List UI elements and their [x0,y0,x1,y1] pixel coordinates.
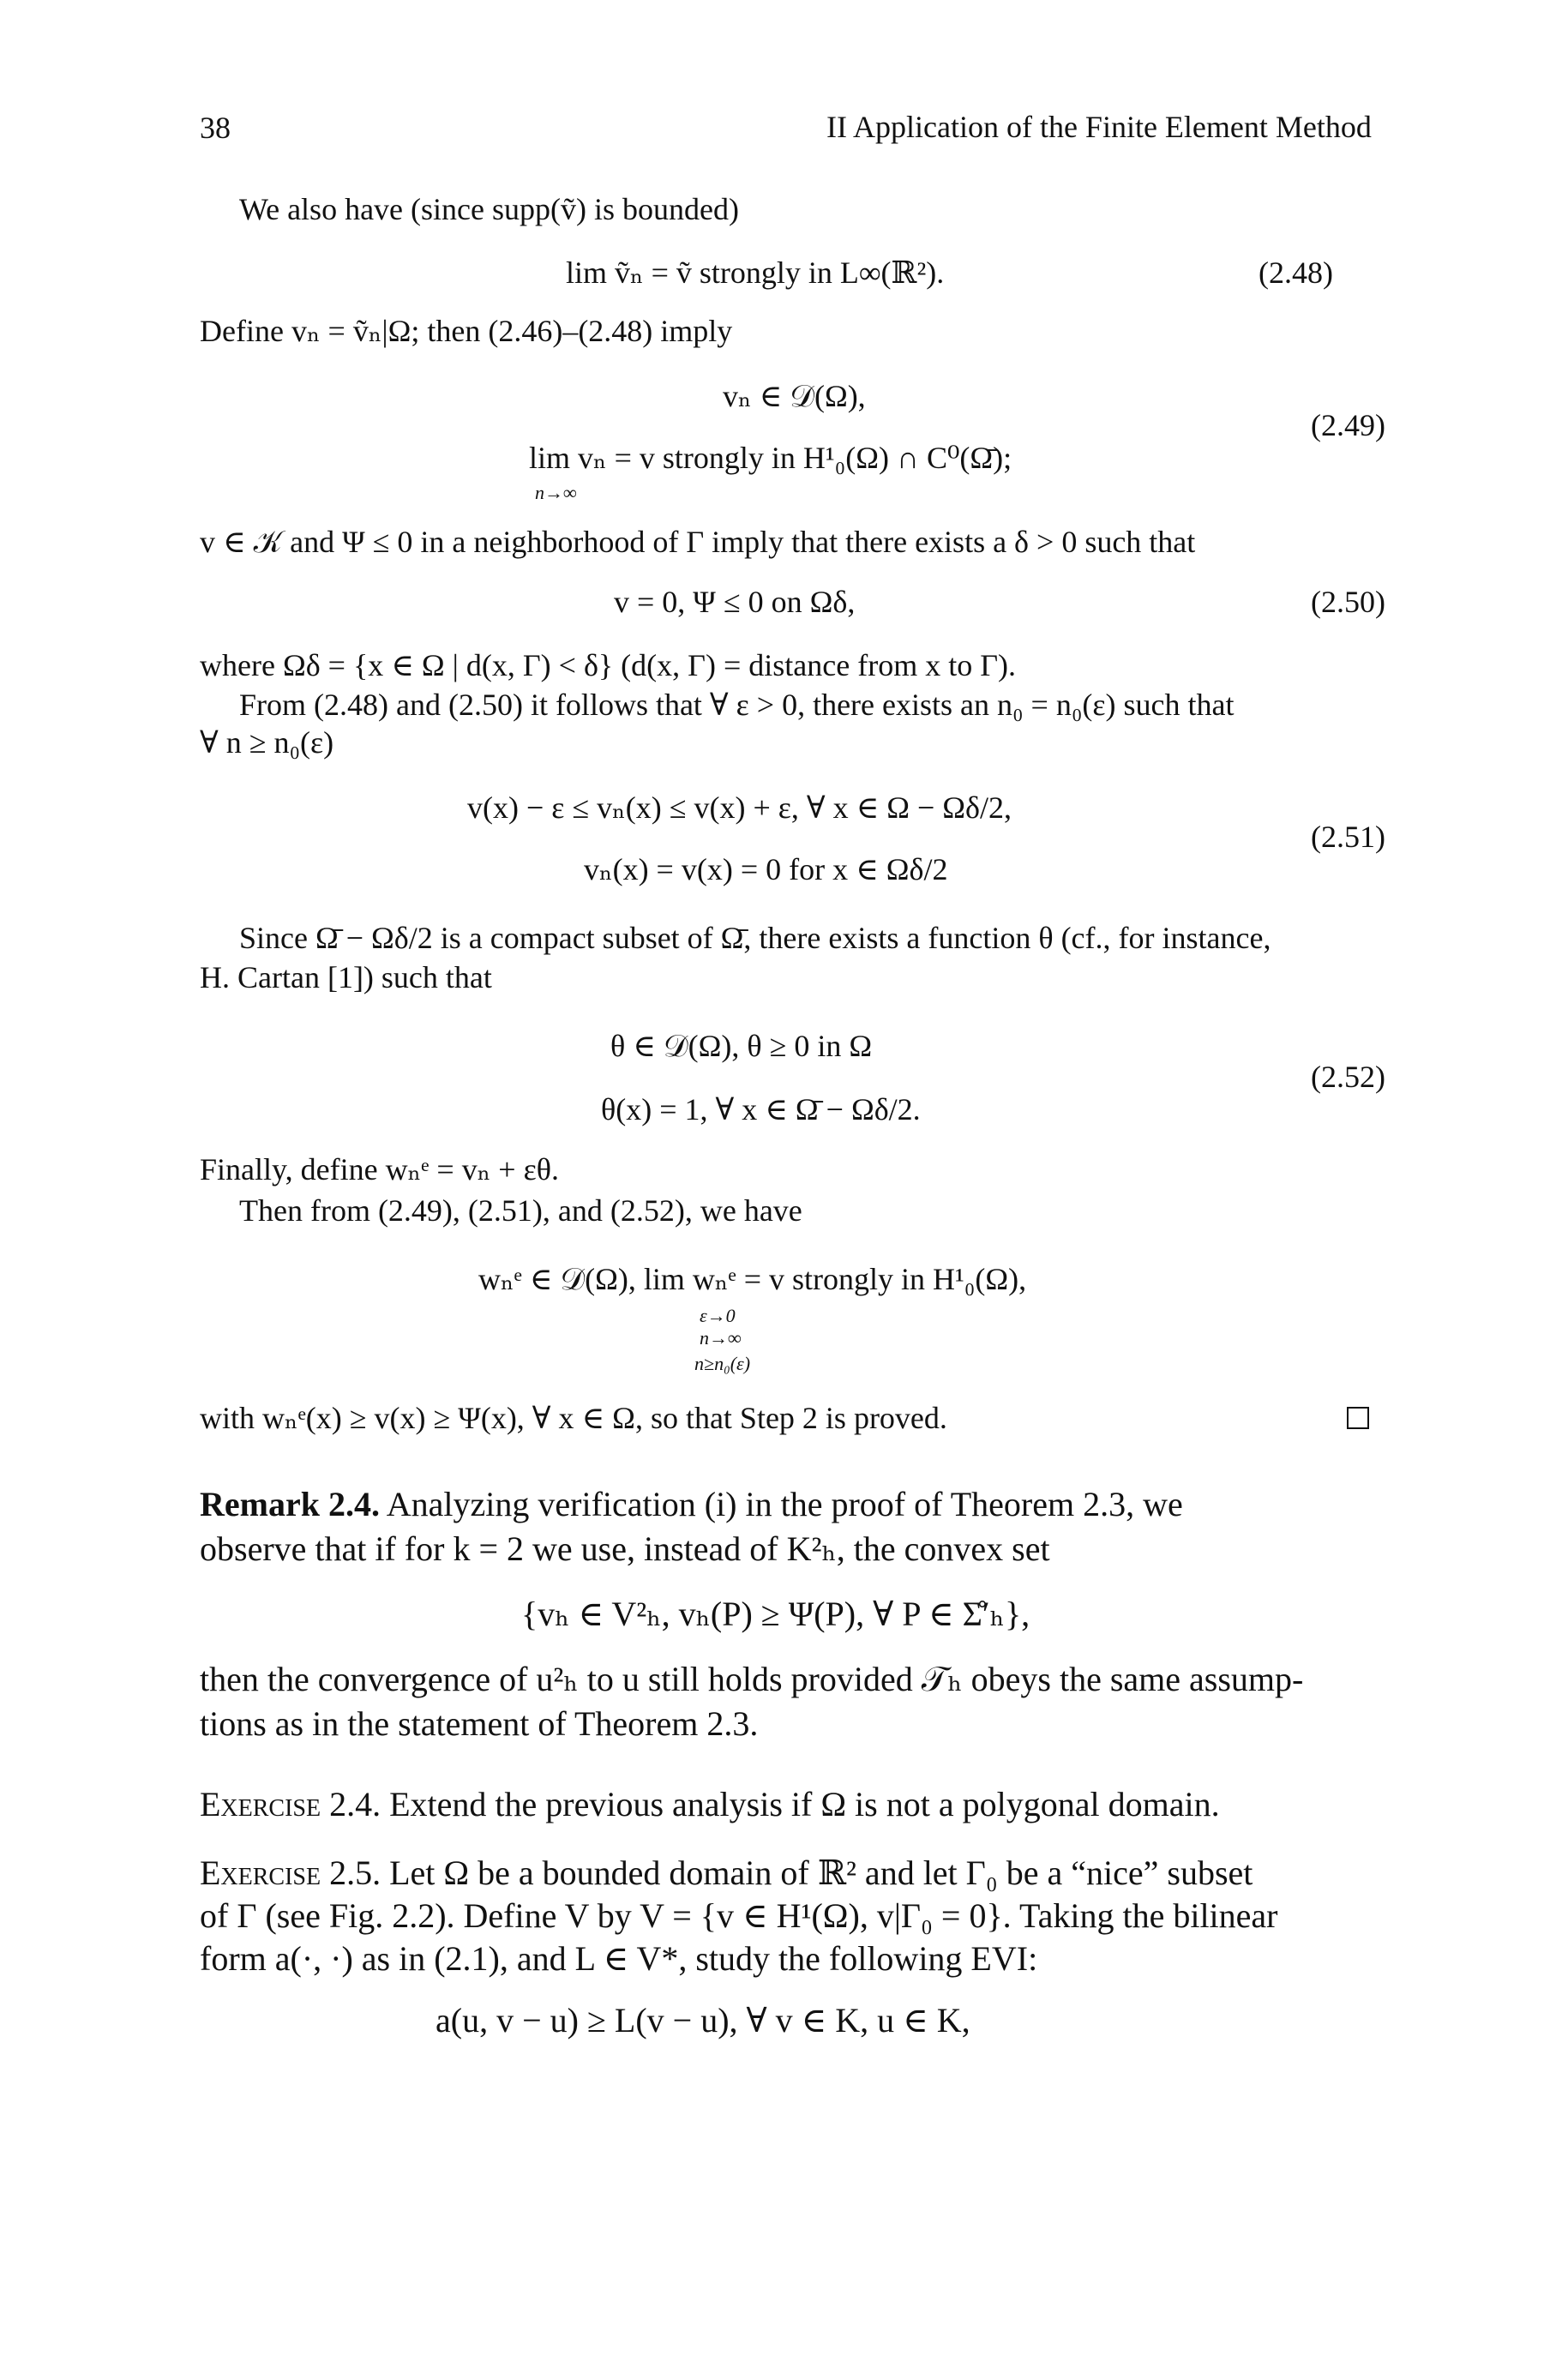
page-number: 38 [200,111,231,145]
equation-label-2-49: (2.49) [1311,408,1385,442]
exercise-2-5-equation: a(u, v − u) ≥ L(v − u), ∀ v ∈ K, u ∈ K, [436,2001,970,2040]
remark-equation: {vₕ ∈ V²ₕ, vₕ(P) ≥ Ψ(P), ∀ P ∈ Σ̊′ₕ}, [521,1595,1030,1633]
equation-2-52-line2: θ(x) = 1, ∀ x ∈ Ω̄ − Ωδ/2. [601,1092,921,1126]
paragraph-5-line2: ∀ n ≥ n₀(ε) [200,725,334,760]
equation-2-49-limit-subscript: n→∞ [535,482,577,503]
exercise-2-5-title: Exercise 2.5. [200,1853,381,1892]
equation-final-subscript-n: n→∞ [700,1327,742,1349]
equation-label-2-48: (2.48) [1259,255,1333,290]
remark-2-4-line3: then the convergence of u²ₕ to u still holds provided 𝒯ₕ obeys the same assump- [200,1660,1304,1698]
equation-2-51-line2: vₙ(x) = v(x) = 0 for x ∈ Ωδ/2 [584,852,948,886]
running-title: II Application of the Finite Element Method [826,110,1372,144]
paragraph-6-line1: Since Ω̄ − Ωδ/2 is a compact subset of Ω̄, there exists a function θ (cf., for instance, [239,921,1271,955]
equation-label-2-51: (2.51) [1311,820,1385,854]
equation-final-subscript-n0: n≥n₀(ε) [694,1353,751,1374]
remark-title: Remark 2.4. [200,1485,380,1523]
paragraph-2: Define vₙ = ṽₙ|Ω; then (2.46)–(2.48) imply [200,314,733,348]
paragraph-6-line2: H. Cartan [1]) such that [200,960,492,994]
paragraph-1: We also have (since supp(ṽ) is bounded) [239,192,739,226]
equation-2-52-line1: θ ∈ 𝒟(Ω), θ ≥ 0 in Ω [610,1029,873,1063]
exercise-2-5-line3: form a(·, ·) as in (2.1), and L ∈ V*, study the following EVI: [200,1939,1038,1978]
remark-line1-text: Analyzing verification (i) in the proof of Theorem 2.3, we [386,1485,1183,1523]
equation-2-48: lim ṽₙ = ṽ strongly in L∞(ℝ²). [566,255,945,290]
paragraph-4: where Ωδ = {x ∈ Ω | d(x, Γ) < δ} (d(x, Γ) = distance from x to Γ). [200,648,1016,682]
equation-label-2-50: (2.50) [1311,585,1385,619]
exercise-2-5-line1 [200,1852,1253,1895]
equation-2-49-line1: vₙ ∈ 𝒟(Ω), [723,379,866,413]
equation-2-49-line2: lim vₙ = v strongly in H¹₀(Ω) ∩ C⁰(Ω̄); [529,441,1012,475]
equation-final-subscript-epsilon: ε→0 [700,1305,736,1326]
exercise-2-5-text: Let Ω be a bounded domain of ℝ² and let Γ₀ be a “nice” subset [389,1853,1253,1892]
exercise-2-4-title: Exercise 2.4. [200,1785,381,1823]
remark-2-4-line2: observe that if for k = 2 we use, instead of K²ₕ, the convex set [200,1529,1050,1568]
equation-final: wₙᵉ ∈ 𝒟(Ω), lim wₙᵉ = v strongly in H¹₀(Ω), [478,1262,1027,1296]
equation-2-50: v = 0, Ψ ≤ 0 on Ωδ, [614,585,856,619]
paragraph-8: Then from (2.49), (2.51), and (2.52), we have [239,1193,802,1228]
exercise-2-4-text: Extend the previous analysis if Ω is not a polygonal domain. [389,1785,1220,1823]
equation-label-2-52: (2.52) [1311,1060,1385,1094]
exercise-2-4 [200,1783,1220,1826]
paragraph-5-line1: From (2.48) and (2.50) it follows that ∀ ε > 0, there exists an n₀ = n₀(ε) such that [239,688,1235,722]
remark-2-4-line1 [200,1483,1183,1526]
equation-2-51-line1: v(x) − ε ≤ vₙ(x) ≤ v(x) + ε, ∀ x ∈ Ω − Ωδ/2, [467,790,1012,825]
paragraph-9: with wₙᵉ(x) ≥ v(x) ≥ Ψ(x), ∀ x ∈ Ω, so that Step 2 is proved. [200,1401,947,1435]
remark-2-4-line4: tions as in the statement of Theorem 2.3. [200,1704,759,1743]
exercise-2-5-line2: of Γ (see Fig. 2.2). Define V by V = {v ∈ H¹(Ω), v|Γ₀ = 0}. Taking the bilinear [200,1896,1278,1935]
paragraph-7: Finally, define wₙᵉ = vₙ + εθ. [200,1152,559,1186]
qed-box [1347,1407,1369,1429]
paragraph-3: v ∈ 𝒦 and Ψ ≤ 0 in a neighborhood of Γ imply that there exists a δ > 0 such that [200,525,1196,559]
